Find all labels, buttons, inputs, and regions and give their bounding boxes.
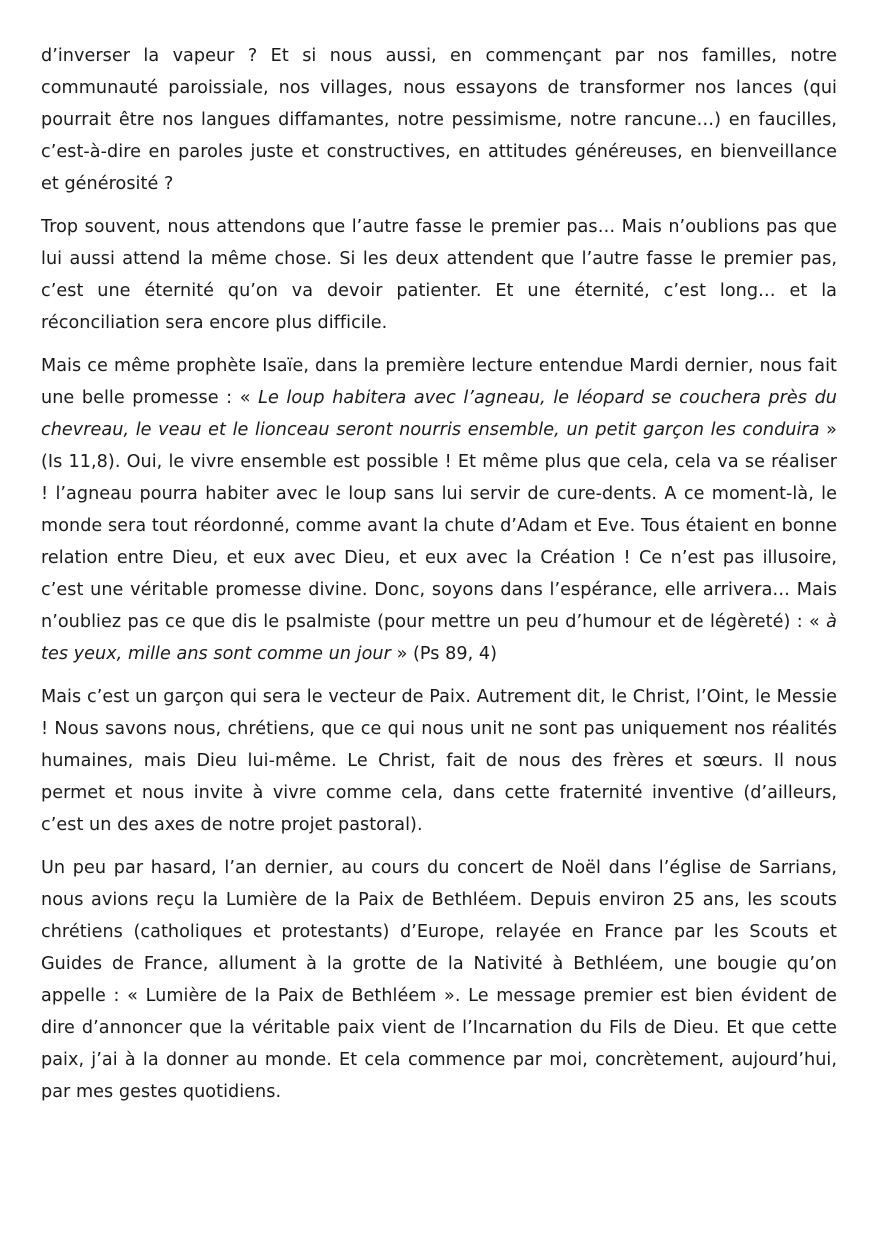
paragraph-text: Un peu par hasard, l’an dernier, au cours du concert de Noël dans l’église de Sarrians, nous avions reçu la Lumière de la Paix de Bethléem. Depuis environ 25 ans, les scouts chrétiens (catholiques et protestants) d’Europe, relayée en France par les Scouts et Guides de France, allument à la grotte de la Nativité à Bethléem, une bougie qu’on appelle : « Lumière de la Paix de Bethléem ». Le message premier est bien évident de dire d’annoncer que la véritable paix vient de l’Incarnation du Fils de Dieu. Et que cette paix, j’ai à la donner au monde. Et cela commence par moi, concrètement, aujourd’hui, par mes gestes quotidiens.	[41, 858, 837, 1102]
paragraph-4	[41, 681, 837, 841]
paragraph-text: Mais ce même prophète Isaïe, dans la première lecture entendue Mardi dernier, nous fait une belle promesse : «	[41, 356, 837, 408]
paragraph-5	[41, 852, 837, 1108]
paragraph-text: » (Is 11,8). Oui, le vivre ensemble est possible ! Et même plus que cela, cela va se réaliser ! l’agneau pourra habiter avec le loup sans lui servir de cure-dents. A ce moment-là, le monde sera tout réordonné, comme avant la chute d’Adam et Eve. Tous étaient en bonne relation entre Dieu, et eux avec Dieu, et eux avec la Création ! Ce n’est pas illusoire, c’est une véritable promesse divine. Donc, soyons dans l’espérance, elle arrivera… Mais n’oubliez pas ce que dis le psalmiste (pour mettre un peu d’humour et de légèreté) : «	[41, 420, 837, 632]
document-body	[41, 40, 837, 1119]
paragraph-2	[41, 211, 837, 339]
paragraph-text: d’inverser la vapeur ? Et si nous aussi, en commençant par nos familles, notre communauté paroissiale, nos villages, nous essayons de transformer nos lances (qui pourrait être nos langues diffamantes, notre pessimisme, notre rancune…) en faucilles, c’est-à-dire en paroles juste et constructives, en attitudes généreuses, en bienveillance et générosité ?	[41, 46, 837, 194]
paragraph-text: Mais c’est un garçon qui sera le vecteur de Paix. Autrement dit, le Christ, l’Oint, le Messie ! Nous savons nous, chrétiens, que ce qui nous unit ne sont pas uniquement nos réalités humaines, mais Dieu lui-même. Le Christ, fait de nous des frères et sœurs. Il nous permet et nous invite à vivre comme cela, dans cette fraternité inventive (d’ailleurs, c’est un des axes de notre projet pastoral).	[41, 687, 837, 835]
psalm-quote: à tes yeux, mille ans sont comme un jour	[41, 612, 837, 664]
paragraph-text: » (Ps 89, 4)	[390, 644, 498, 664]
paragraph-3	[41, 350, 837, 670]
isaiah-quote: Le loup habitera avec l’agneau, le léopard se couchera près du chevreau, le veau et le lionceau seront nourris ensemble, un petit garçon les conduira	[41, 388, 837, 440]
paragraph-1	[41, 40, 837, 200]
paragraph-text: Trop souvent, nous attendons que l’autre fasse le premier pas… Mais n’oublions pas que lui aussi attend la même chose. Si les deux attendent que l’autre fasse le premier pas, c’est une éternité qu’on va devoir patienter. Et une éternité, c’est long… et la réconciliation sera encore plus difficile.	[41, 217, 837, 333]
